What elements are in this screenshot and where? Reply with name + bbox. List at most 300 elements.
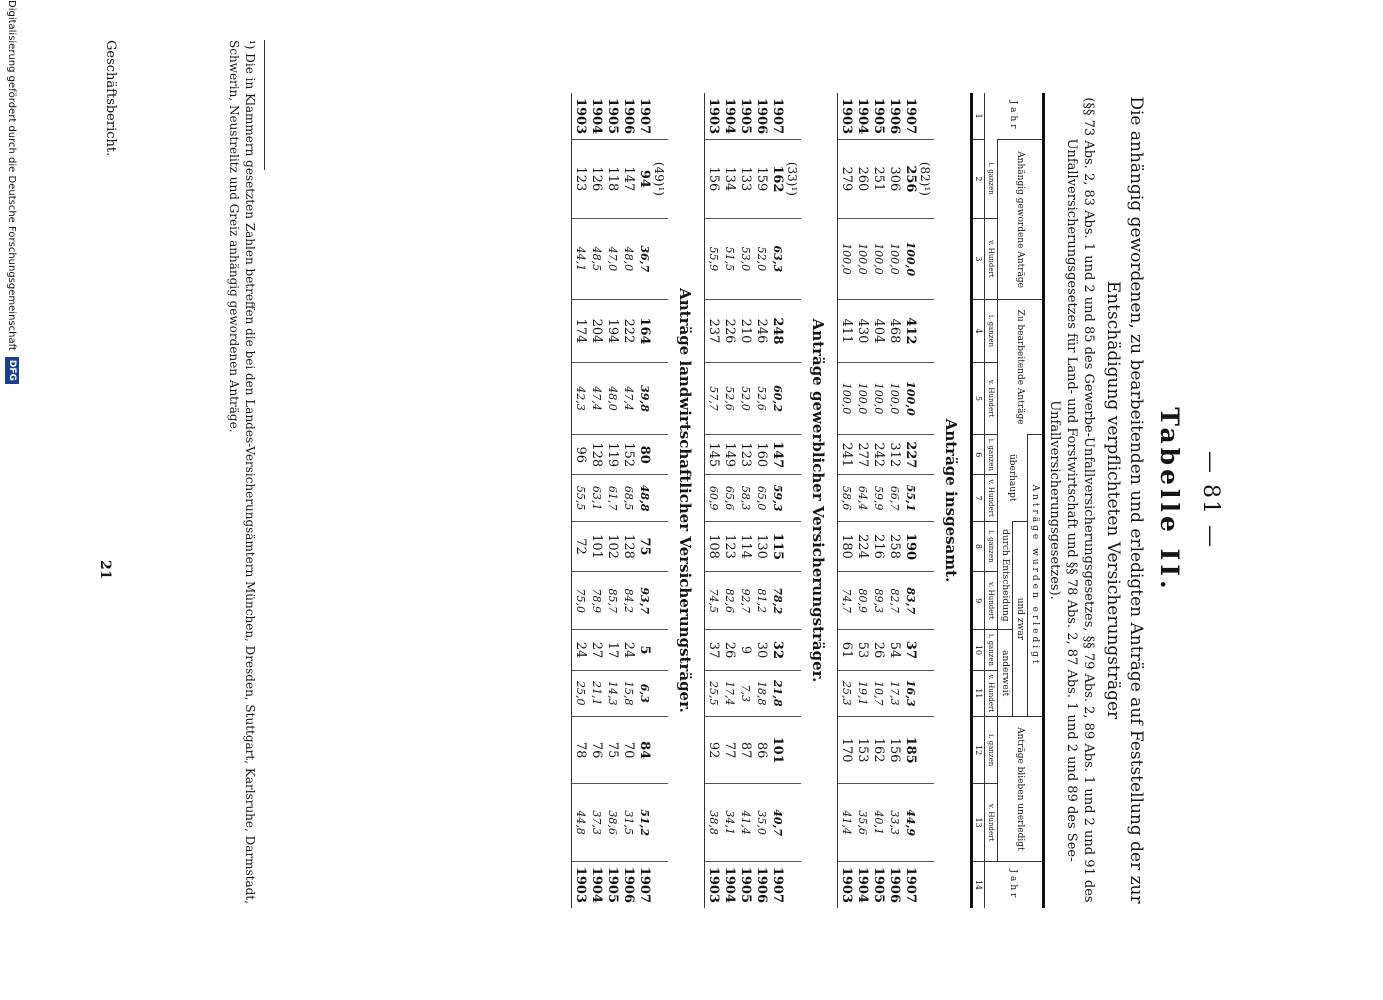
percent-cell: 100,0: [854, 218, 870, 299]
count-cell: 185: [902, 716, 918, 783]
percent-cell: 100,0: [870, 362, 886, 434]
count-cell: 26: [721, 630, 737, 670]
unit-hundert: v. Hundert: [985, 475, 998, 521]
percent-cell: 18,8: [753, 670, 769, 716]
percent-cell: 7,3: [737, 670, 753, 716]
count-cell: 160: [753, 435, 769, 475]
percent-cell: 48,0: [604, 362, 620, 434]
percent-cell: 58,6: [838, 475, 855, 521]
percent-cell: 40,1: [870, 784, 886, 862]
table-row: [737, 93, 753, 908]
count-cell: 27: [588, 630, 604, 670]
percent-cell: 55,9: [705, 218, 722, 299]
header-ueberhaupt: überhaupt: [998, 435, 1028, 522]
empty-cell: [785, 521, 801, 571]
empty-cell: [652, 630, 668, 670]
year-cell: 1906: [754, 97, 769, 135]
empty-cell: [785, 630, 801, 670]
count-cell: 118: [604, 140, 620, 219]
percent-cell: 52,0: [753, 218, 769, 299]
column-number: 1: [972, 93, 985, 140]
count-cell: 17: [604, 630, 620, 670]
percent-cell: 78,9: [588, 572, 604, 630]
column-number: 4: [972, 300, 985, 363]
table-row: [870, 93, 886, 908]
count-cell: 9: [737, 630, 753, 670]
count-cell: 128: [620, 521, 636, 571]
percent-cell: 55,5: [572, 475, 589, 521]
percent-cell: 100,0: [838, 218, 855, 299]
percent-cell: 44,1: [572, 218, 589, 299]
header-anhaengig: Anhängig gewordene Anträge: [998, 140, 1044, 300]
count-cell: 145: [705, 435, 722, 475]
count-cell: 96: [572, 435, 589, 475]
unit-ganzen: i. ganzen: [985, 630, 998, 670]
percent-cell: 39,8: [636, 362, 652, 434]
empty-cell: [918, 362, 934, 434]
percent-cell: 74,5: [705, 572, 722, 630]
percent-cell: 52,6: [721, 362, 737, 434]
percent-cell: 35,0: [753, 784, 769, 862]
count-cell: 279: [838, 140, 855, 219]
count-cell: 78: [572, 716, 589, 783]
empty-cell: [652, 521, 668, 571]
year-cell: 1905: [605, 97, 620, 135]
percent-cell: 59,3: [769, 475, 785, 521]
percent-cell: 19,1: [854, 670, 870, 716]
empty-cell: [652, 475, 668, 521]
count-cell: 306: [886, 140, 902, 219]
percent-cell: 53,0: [737, 218, 753, 299]
legal-references: (§§ 73 Abs. 2, 83 Abs. 1 und 2 und 85 des Gewerbe-Unfallversicherungsgesetzes, §§ 79 Abs. 2, 89 Abs. 1 und 2 und 91 des Unfallversicherungsgesetzes für Land- und Forstwirtschaft und §§ 78 Abs. 2, 87 Abs. 1 und 2 und 89 des See-Unfallversicherungsgesetzes).: [1047, 97, 1096, 903]
percent-cell: 64,4: [854, 475, 870, 521]
count-cell: 149: [721, 435, 737, 475]
percent-cell: 100,0: [838, 362, 855, 434]
percent-cell: 33,3: [886, 784, 902, 862]
table-row: [636, 93, 652, 908]
empty-cell: [785, 475, 801, 521]
column-number: 5: [972, 362, 985, 434]
table-row: [769, 93, 785, 908]
percent-cell: 15,8: [620, 670, 636, 716]
footer-left: Geschäftsbericht.: [103, 40, 118, 157]
digitization-text: Digitalisierung gefördert durch die Deutsche Forschungsgemeinschaft: [6, 0, 18, 351]
percent-cell: 92,7: [737, 572, 753, 630]
empty-cell: [785, 435, 801, 475]
year-cell: 1907: [902, 861, 918, 908]
empty-cell: [918, 300, 934, 363]
empty-cell: [652, 716, 668, 783]
count-cell: 53: [854, 630, 870, 670]
empty-cell: [785, 670, 801, 716]
empty-cell: [652, 93, 668, 140]
table-row: [705, 93, 722, 908]
percent-cell: 74,7: [838, 572, 855, 630]
empty-cell: [785, 572, 801, 630]
table-subtitle: Die anhängig gewordenen, zu bearbeitenden und erledigten Anträge auf Feststellung der zur: [1126, 96, 1146, 904]
bracket-row: [785, 93, 801, 908]
percent-cell: 14,3: [604, 670, 620, 716]
percent-cell: 85,7: [604, 572, 620, 630]
table-row: [604, 93, 620, 908]
count-cell: 92: [705, 716, 722, 783]
percent-cell: 63,3: [769, 218, 785, 299]
column-number: 10: [972, 630, 985, 670]
count-cell: 156: [886, 716, 902, 783]
empty-cell: [918, 716, 934, 783]
count-cell: 162: [769, 140, 785, 219]
empty-cell: [918, 521, 934, 571]
percent-cell: 42,3: [572, 362, 589, 434]
year-cell: 1905: [738, 97, 753, 135]
year-cell: 1904: [722, 97, 737, 135]
empty-cell: [652, 670, 668, 716]
count-cell: 94: [636, 140, 652, 219]
percent-cell: 47,4: [620, 362, 636, 434]
column-number: 7: [972, 475, 985, 521]
count-cell: 123: [572, 140, 589, 219]
percent-cell: 59,9: [870, 475, 886, 521]
count-cell: 123: [737, 435, 753, 475]
count-cell: 147: [620, 140, 636, 219]
section-heading-row: [934, 93, 972, 908]
percent-cell: 100,0: [886, 362, 902, 434]
count-cell: 242: [870, 435, 886, 475]
empty-cell: [652, 435, 668, 475]
count-cell: 411: [838, 300, 855, 363]
percent-cell: 68,5: [620, 475, 636, 521]
percent-cell: 52,0: [737, 362, 753, 434]
unit-ganzen: i. ganzen: [985, 140, 998, 219]
count-cell: 84: [636, 716, 652, 783]
percent-cell: 84,2: [620, 572, 636, 630]
count-cell: 152: [620, 435, 636, 475]
percent-cell: 21,8: [769, 670, 785, 716]
year-cell: 1905: [737, 861, 753, 908]
percent-cell: 36,7: [636, 218, 652, 299]
count-cell: 241: [838, 435, 855, 475]
empty-cell: [785, 93, 801, 140]
table-row: [854, 93, 870, 908]
percent-cell: 51,2: [636, 784, 652, 862]
bracket-count: (33)¹): [785, 140, 801, 219]
count-cell: 119: [604, 435, 620, 475]
count-cell: 260: [854, 140, 870, 219]
empty-cell: [785, 218, 801, 299]
section-title: Anträge insgesamt.: [942, 418, 960, 583]
table-row: [902, 93, 918, 908]
percent-cell: 48,0: [620, 218, 636, 299]
count-cell: 227: [902, 435, 918, 475]
percent-cell: 17,4: [721, 670, 737, 716]
percent-cell: 57,7: [705, 362, 722, 434]
section-heading-row: [668, 93, 705, 908]
year-cell: 1904: [855, 97, 870, 135]
count-cell: 128: [588, 435, 604, 475]
bracket-count: (49)¹): [652, 140, 668, 219]
count-cell: 134: [721, 140, 737, 219]
count-cell: 404: [870, 300, 886, 363]
percent-cell: 44,9: [902, 784, 918, 862]
percent-cell: 44,8: [572, 784, 589, 862]
count-cell: 101: [769, 716, 785, 783]
count-cell: 468: [886, 300, 902, 363]
percent-cell: 47,4: [588, 362, 604, 434]
percent-cell: 66,7: [886, 475, 902, 521]
count-cell: 87: [737, 716, 753, 783]
percent-cell: 31,5: [620, 784, 636, 862]
percent-cell: 17,3: [886, 670, 902, 716]
percent-cell: 65,6: [721, 475, 737, 521]
header-erledigt: Anträge wurden erledigt: [1028, 435, 1044, 717]
empty-cell: [652, 572, 668, 630]
digitization-note: [5, 0, 19, 1000]
percent-cell: 100,0: [902, 362, 918, 434]
year-cell: 1906: [886, 861, 902, 908]
percent-cell: 60,9: [705, 475, 722, 521]
year-cell: 1904: [854, 861, 870, 908]
header-und-zwar: und zwar: [1013, 521, 1028, 716]
header-unerledigt: Anträge blieben unerledigt: [998, 716, 1044, 861]
percent-cell: 38,6: [604, 784, 620, 862]
empty-cell: [652, 300, 668, 363]
year-cell: 1906: [887, 97, 902, 135]
unit-ganzen: i. ganzen: [985, 716, 998, 783]
count-cell: 114: [737, 521, 753, 571]
count-cell: 222: [620, 300, 636, 363]
dfg-logo: DFG: [5, 357, 19, 384]
percent-cell: 52,6: [753, 362, 769, 434]
column-number: 2: [972, 140, 985, 219]
percent-cell: 93,7: [636, 572, 652, 630]
count-cell: 126: [588, 140, 604, 219]
table-row: [620, 93, 636, 908]
empty-cell: [785, 784, 801, 862]
empty-cell: [918, 93, 934, 140]
percent-cell: 63,1: [588, 475, 604, 521]
table-row: [838, 93, 855, 908]
count-cell: 430: [854, 300, 870, 363]
empty-cell: [918, 670, 934, 716]
empty-cell: [918, 861, 934, 908]
count-cell: 102: [604, 521, 620, 571]
count-cell: 170: [838, 716, 855, 783]
count-cell: 70: [620, 716, 636, 783]
percent-cell: 35,6: [854, 784, 870, 862]
empty-cell: [918, 435, 934, 475]
column-number: 12: [972, 716, 985, 783]
empty-cell: [918, 572, 934, 630]
statistics-table-wrapper: [571, 93, 1045, 908]
count-cell: 248: [769, 300, 785, 363]
percent-cell: 75,0: [572, 572, 589, 630]
count-cell: 54: [886, 630, 902, 670]
count-cell: 194: [604, 300, 620, 363]
empty-cell: [652, 218, 668, 299]
count-cell: 24: [620, 630, 636, 670]
count-cell: 75: [604, 716, 620, 783]
bracket-row: [918, 93, 934, 908]
count-cell: 86: [753, 716, 769, 783]
percent-cell: 100,0: [870, 218, 886, 299]
percent-cell: 38,8: [705, 784, 722, 862]
count-cell: 37: [902, 630, 918, 670]
percent-cell: 89,3: [870, 572, 886, 630]
empty-cell: [652, 861, 668, 908]
table-row: [572, 93, 589, 908]
header-entscheidung: durch Entscheidung: [998, 521, 1013, 630]
percent-cell: 47,0: [604, 218, 620, 299]
table-row: [721, 93, 737, 908]
percent-cell: 37,3: [588, 784, 604, 862]
percent-cell: 58,3: [737, 475, 753, 521]
count-cell: 133: [737, 140, 753, 219]
count-cell: 258: [886, 521, 902, 571]
year-cell: 1905: [870, 861, 886, 908]
percent-cell: 83,7: [902, 572, 918, 630]
table-row: [753, 93, 769, 908]
count-cell: 277: [854, 435, 870, 475]
count-cell: 210: [737, 300, 753, 363]
column-number: 13: [972, 784, 985, 862]
unit-hundert: v. Hundert: [985, 670, 998, 716]
percent-cell: 34,1: [721, 784, 737, 862]
year-cell: 1907: [637, 97, 652, 135]
percent-cell: 51,5: [721, 218, 737, 299]
bracket-row: [652, 93, 668, 908]
percent-cell: 41,4: [737, 784, 753, 862]
empty-cell: [785, 861, 801, 908]
header-zu-bearbeiten: Zu bearbeitende Anträge: [998, 300, 1044, 435]
percent-cell: 78,2: [769, 572, 785, 630]
percent-cell: 41,4: [838, 784, 855, 862]
percent-cell: 100,0: [854, 362, 870, 434]
column-number: 9: [972, 572, 985, 630]
table-subtitle-2: Entschädigung verpflichteten Versicherungsträger: [1103, 280, 1123, 720]
empty-cell: [785, 300, 801, 363]
count-cell: 26: [870, 630, 886, 670]
count-cell: 101: [588, 521, 604, 571]
year-cell: 1905: [604, 861, 620, 908]
empty-cell: [918, 630, 934, 670]
empty-cell: [785, 362, 801, 434]
count-cell: 24: [572, 630, 589, 670]
empty-cell: [918, 218, 934, 299]
percent-cell: 6,3: [636, 670, 652, 716]
count-cell: 226: [721, 300, 737, 363]
year-cell: 1904: [589, 97, 604, 135]
count-cell: 115: [769, 521, 785, 571]
count-cell: 76: [588, 716, 604, 783]
table-title: Tabelle II.: [1155, 407, 1184, 593]
percent-cell: 21,1: [588, 670, 604, 716]
header-jahr: Jahr: [985, 93, 1044, 140]
percent-cell: 25,5: [705, 670, 722, 716]
year-cell: 1903: [705, 861, 722, 908]
header-anderweit: anderweit: [998, 630, 1013, 717]
header-jahr-right: Jahr: [985, 861, 1044, 908]
year-cell: 1907: [636, 861, 652, 908]
percent-cell: 80,9: [854, 572, 870, 630]
year-cell: 1903: [838, 861, 855, 908]
year-cell: 1907: [903, 97, 918, 135]
count-cell: 80: [636, 435, 652, 475]
percent-cell: 48,5: [588, 218, 604, 299]
year-cell: 1906: [621, 97, 636, 135]
count-cell: 108: [705, 521, 722, 571]
count-cell: 216: [870, 521, 886, 571]
percent-cell: 65,0: [753, 475, 769, 521]
count-cell: 251: [870, 140, 886, 219]
count-cell: 412: [902, 300, 918, 363]
percent-cell: 55,1: [902, 475, 918, 521]
page-number: — 81 —: [1198, 451, 1223, 549]
footnote-rule: [264, 40, 265, 170]
unit-ganzen: i. ganzen: [985, 521, 998, 571]
unit-hundert: v. Hundert: [985, 362, 998, 434]
unit-hundert: v. Hundert: [985, 784, 998, 862]
empty-cell: [785, 716, 801, 783]
count-cell: 256: [902, 140, 918, 219]
percent-cell: 81,2: [753, 572, 769, 630]
count-cell: 180: [838, 521, 855, 571]
count-cell: 61: [838, 630, 855, 670]
empty-cell: [652, 784, 668, 862]
count-cell: 162: [870, 716, 886, 783]
percent-cell: 25,3: [838, 670, 855, 716]
count-cell: 174: [572, 300, 589, 363]
year-cell: 1907: [769, 861, 785, 908]
column-number: 8: [972, 521, 985, 571]
empty-cell: [918, 475, 934, 521]
table-body: [572, 93, 972, 908]
section-heading-row: [801, 93, 838, 908]
count-cell: 72: [572, 521, 589, 571]
column-number: 11: [972, 670, 985, 716]
sheet-number: 21: [97, 560, 113, 580]
empty-cell: [652, 362, 668, 434]
count-cell: 130: [753, 521, 769, 571]
year-cell: 1903: [705, 93, 722, 140]
count-cell: 30: [753, 630, 769, 670]
year-cell: 1903: [572, 861, 589, 908]
unit-ganzen: i. ganzen: [985, 300, 998, 363]
section-title: Anträge gewerblicher Versicherungsträger.: [809, 318, 827, 683]
unit-ganzen: i. ganzen: [985, 435, 998, 475]
year-cell: 1907: [770, 97, 785, 135]
count-cell: 147: [769, 435, 785, 475]
count-cell: 123: [721, 521, 737, 571]
count-cell: 159: [753, 140, 769, 219]
percent-cell: 25,0: [572, 670, 589, 716]
bracket-count: (82)¹): [918, 140, 934, 219]
percent-cell: 61,7: [604, 475, 620, 521]
year-cell: 1903: [838, 93, 855, 140]
percent-cell: 100,0: [886, 218, 902, 299]
column-number: 6: [972, 435, 985, 475]
table-row: [588, 93, 604, 908]
table-row: [886, 93, 902, 908]
year-cell: 1906: [620, 861, 636, 908]
footnote: ¹) Die in Klammern gesetzten Zahlen betreffen die bei den Landes-Versicherungsämtern München, Dresden, Stuttgart, Karlsruhe, Darmstadt, Schwerin, Neustrelitz und Greiz anhängig gewordenen Anträge.: [227, 40, 257, 904]
section-title: Anträge landwirtschaftlicher Versicherungsträger.: [676, 288, 694, 713]
count-cell: 75: [636, 521, 652, 571]
count-cell: 312: [886, 435, 902, 475]
empty-cell: [918, 784, 934, 862]
percent-cell: 10,7: [870, 670, 886, 716]
unit-hundert: v. Hundert: [985, 218, 998, 299]
count-cell: 204: [588, 300, 604, 363]
